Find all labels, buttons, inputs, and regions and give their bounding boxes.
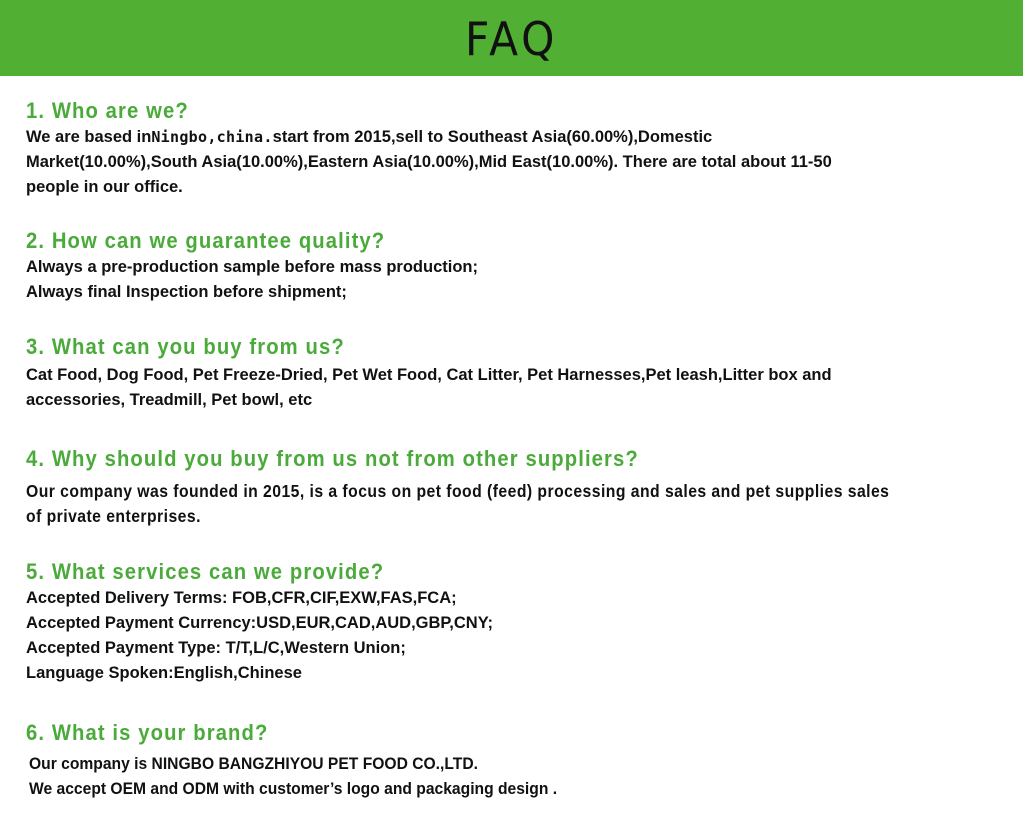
page-title: FAQ — [464, 12, 559, 66]
faq-question: 4. Why should you buy from us not from other suppliers? — [26, 446, 639, 471]
answer-location-text: Ningbo,china. — [151, 128, 273, 146]
faq-question: 2. How can we guarantee quality? — [26, 228, 386, 253]
answer-text: start from 2015,sell to Southeast Asia(60.00%),Domestic — [272, 128, 713, 146]
faq-item-6 — [26, 720, 603, 801]
faq-item-2 — [26, 228, 478, 305]
faq-item-1 — [26, 98, 832, 200]
faq-question: 5. What services can we provide? — [26, 559, 385, 584]
faq-answer-line: Market(10.00%),South Asia(10.00%),Eastern Asia(10.00%),Mid East(10.00%). There are total about 11-50 — [26, 153, 832, 171]
faq-answer-line: Always a pre-production sample before mass production; — [26, 258, 479, 276]
faq-answer-line: of private enterprises. — [26, 506, 201, 526]
answer-text: We are based in — [26, 128, 152, 146]
faq-answer-line: accessories, Treadmill, Pet bowl, etc — [26, 391, 313, 409]
faq-answer-line: people in our office. — [26, 178, 183, 196]
faq-question: 1. Who are we? — [26, 98, 189, 123]
faq-answer-line: Cat Food, Dog Food, Pet Freeze-Dried, Pet Wet Food, Cat Litter, Pet Harnesses,Pet leash,Litter box and — [26, 366, 832, 384]
faq-answer-line: Accepted Delivery Terms: FOB,CFR,CIF,EXW,FAS,FCA; — [26, 589, 457, 607]
faq-answer-line: We accept OEM and ODM with customer’s logo and packaging design . — [29, 779, 558, 798]
faq-answer-line: Our company was founded in 2015, is a focus on pet food (feed) processing and sales and pet supplies sales — [26, 481, 890, 501]
faq-item-4 — [26, 446, 985, 529]
faq-banner — [0, 0, 1023, 76]
faq-answer-line: Always final Inspection before shipment; — [26, 283, 347, 301]
faq-question: 6. What is your brand? — [26, 720, 269, 745]
faq-answer-line — [26, 125, 832, 150]
faq-question: 3. What can you buy from us? — [26, 334, 345, 359]
faq-answer-line: Our company is NINGBO BANGZHIYOU PET FOOD CO.,LTD. — [29, 754, 478, 773]
faq-item-5 — [26, 559, 493, 686]
faq-item-3 — [26, 334, 832, 413]
faq-answer-line: Accepted Payment Currency:USD,EUR,CAD,AUD,GBP,CNY; — [26, 614, 493, 632]
faq-answer-line: Accepted Payment Type: T/T,L/C,Western Union; — [26, 639, 406, 657]
faq-answer-line: Language Spoken:English,Chinese — [26, 664, 302, 682]
